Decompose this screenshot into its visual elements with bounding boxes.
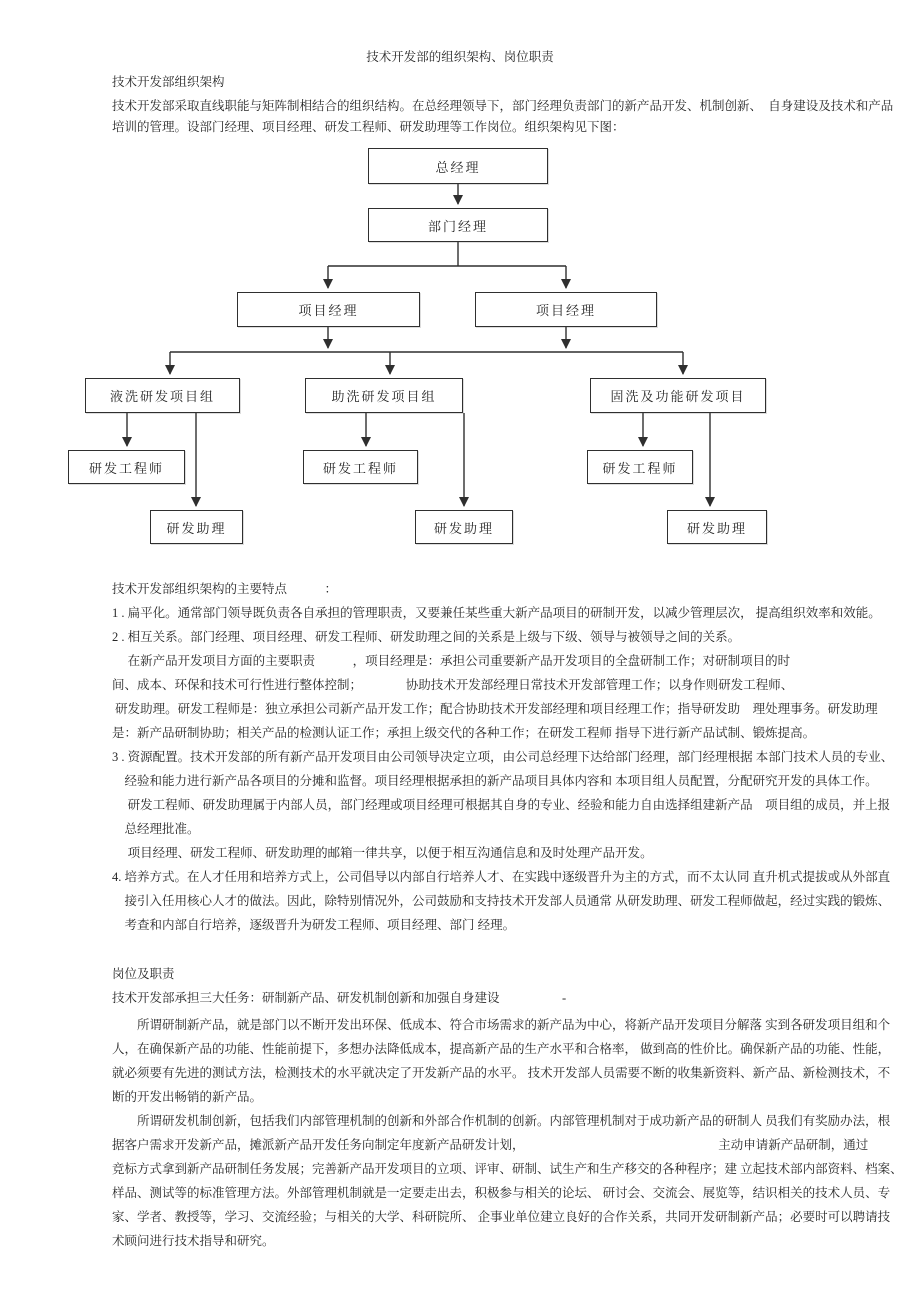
org-intro-paragraph — [112, 96, 894, 138]
text-line: 技术开发部采取直线职能与矩阵制相结合的组织结构。在总经理领导下，部门经理负责部门的新产品开发、机制创新、 自身建设及技术和产品 — [112, 99, 894, 113]
text-line: 总经理批准。 — [112, 822, 200, 836]
org-node-rd-engineer-1: 研发工程师 — [68, 450, 185, 484]
org-node-rd-assistant-3: 研发助理 — [667, 510, 767, 544]
text-line: 就必须要有先进的测试方法，检测技术的水平就决定了开发新产品的水平。 技术开发部人员需要不断的收集新资料、新产品、新检测技术，不 — [112, 1066, 891, 1080]
text-line: 术顾问进行技术指导和研究。 — [112, 1234, 275, 1248]
org-node-group-solid-functional: 固洗及功能研发项目 — [590, 378, 766, 413]
org-node-group-wash-aid: 助洗研发项目组 — [305, 378, 463, 413]
org-node-department-manager: 部门经理 — [368, 208, 548, 242]
text-line: 所谓研制新产品，就是部门以不断开发出环保、低成本、符合市场需求的新产品为中心，将新产品开发项目分解落 实到各研发项目组和个 — [112, 1018, 891, 1032]
jobs-paragraphs — [112, 1013, 903, 1253]
text-line: 技术开发部组织架构的主要特点 ： — [112, 582, 338, 596]
text-line: 研发助理。研发工程师是：独立承担公司新产品开发工作；配合协助技术开发部经理和项目经理工作；指导研发助 理处理事务。研发助理 — [112, 702, 878, 716]
org-node-general-manager: 总经理 — [368, 148, 548, 184]
text-line: 4. 培养方式。在人才任用和培养方式上，公司倡导以内部自行培养人才、在实践中逐级晋升为主的方式，而不太认同 直升机式提拔或从外部直 — [112, 870, 891, 884]
jobs-tasks-line: 技术开发部承担三大任务：研制新产品、研发机制创新和加强自身建设 - — [112, 991, 567, 1005]
text-line: 1 . 扁平化。通常部门领导既负责各自承担的管理职责，又要兼任某些重大新产品项目的研制开发，以减少管理层次， 提高组织效率和效能。 — [112, 606, 881, 620]
org-node-project-manager-right: 项目经理 — [475, 292, 657, 327]
text-line: 间、成本、环保和技术可行性进行整体控制； 协助技术开发部经理日常技术开发部管理工作；以身作则研发工程师、 — [112, 678, 794, 692]
org-node-project-manager-left: 项目经理 — [237, 292, 420, 327]
org-chart — [0, 148, 920, 552]
text-line: 研发工程师、研发助理属于内部人员，部门经理或项目经理可根据其自身的专业、经验和能力自由选择组建新产品 项目组的成员，并上报 — [112, 798, 891, 812]
text-line: 项目经理、研发工程师、研发助理的邮箱一律共享，以便于相互沟通信息和及时处理产品开发。 — [112, 846, 653, 860]
text-line: 是：新产品研制协助；相关产品的检测认证工作；承担上级交代的各种工作；在研发工程师 指导下进行新产品试制、锻炼提高。 — [112, 726, 816, 740]
text-line: 3 . 资源配置。技术开发部的所有新产品开发项目由公司领导决定立项，由公司总经理下达给部门经理，部门经理根据 本部门技术人员的专业、 — [112, 750, 894, 764]
org-features-paragraphs — [112, 577, 894, 937]
text-line: 培训的管理。设部门经理、项目经理、研发工程师、研发助理等工作岗位。组织架构见下图： — [112, 120, 625, 134]
text-line: 经验和能力进行新产品各项目的分摊和监督。项目经理根据承担的新产品项目具体内容和 本项目组人员配置，分配研究开发的具体工作。 — [112, 774, 878, 788]
org-node-rd-assistant-1: 研发助理 — [150, 510, 243, 544]
text-line: 2 . 相互关系。部门经理、项目经理、研发工程师、研发助理之间的关系是上级与下级、领导与被领导之间的关系。 — [112, 630, 741, 644]
text-line: 据客户需求开发新产品，摊派新产品开发任务向制定年度新产品研发计划， 主动申请新产品研制，通过 — [112, 1138, 869, 1152]
org-node-rd-engineer-2: 研发工程师 — [303, 450, 418, 484]
text-line: 考查和内部自行培养，逐级晋升为研发工程师、项目经理、部门 经理。 — [112, 918, 516, 932]
org-structure-heading: 技术开发部组织架构 — [112, 75, 225, 89]
text-line: 断的开发出畅销的新产品。 — [112, 1090, 263, 1104]
text-line: 所谓研发机制创新，包括我们内部管理机制的创新和外部合作机制的创新。内部管理机制对于成功新产品的研制人 员我们有奖励办法，根 — [112, 1114, 891, 1128]
jobs-heading: 岗位及职责 — [112, 967, 175, 981]
text-line: 竞标方式拿到新产品研制任务发展；完善新产品开发项目的立项、评审、研制、试生产和生产移交的各种程序；建 立起技术部内部资料、档案、 — [112, 1162, 903, 1176]
text-line: 在新产品开发项目方面的主要职责 ，项目经理是：承担公司重要新产品开发项目的全盘研制工作；对研制项目的时 — [112, 654, 791, 668]
org-node-group-liquid-wash: 液洗研发项目组 — [85, 378, 240, 413]
document-title: 技术开发部的组织架构、岗位职责 — [366, 50, 554, 64]
text-line: 样品、测试等的标准管理方法。外部管理机制就是一定要走出去，积极参与相关的论坛、 研讨会、交流会、展览等，结识相关的技术人员、专 — [112, 1186, 891, 1200]
text-line: 人，在确保新产品的功能、性能前提下，多想办法降低成本，提高新产品的生产水平和合格率， 做到高的性价比。确保新产品的功能、性能， — [112, 1042, 891, 1056]
text-line: 接引入任用核心人才的做法。因此，除特别情况外，公司鼓励和支持技术开发部人员通常 从研发助理、研发工程师做起，经过实践的锻炼、 — [112, 894, 891, 908]
text-line: 家、学者、教授等，学习、交流经验；与相关的大学、科研院所、 企事业单位建立良好的合作关系，共同开发研制新产品；必要时可以聘请技 — [112, 1210, 891, 1224]
org-node-rd-assistant-2: 研发助理 — [415, 510, 513, 544]
org-node-rd-engineer-3: 研发工程师 — [587, 450, 693, 484]
